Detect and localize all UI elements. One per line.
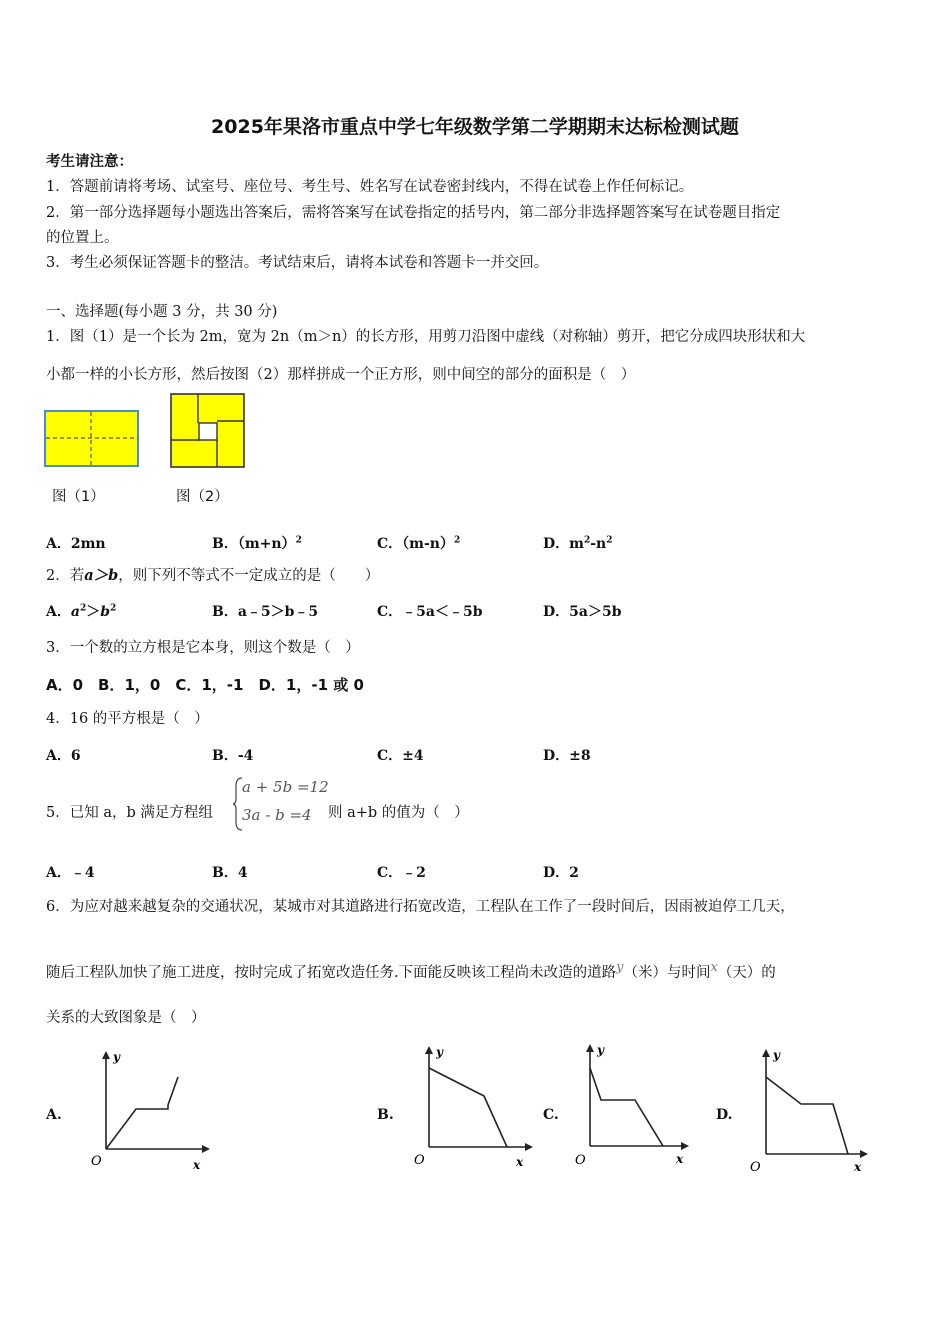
q6-stem-line2: 随后工程队加快了施工进度，按时完成了拓宽改造任务.下面能反映该工程尚未改造的道路y（米）与时间x（天）的 [46, 960, 776, 981]
q6-option-a[interactable]: A. [46, 1107, 62, 1123]
q1-figure-2 [170, 393, 246, 469]
svg-text:y: y [113, 1050, 120, 1064]
q3-options[interactable]: A．0 B．1，0 C．1，-1 D．1，-1 或 0 [46, 676, 364, 694]
q2-option-a[interactable]: A．$a^2>b^2$ [46, 603, 117, 620]
svg-text:y: y [773, 1048, 780, 1062]
q5-option-b[interactable]: B．4 [212, 865, 248, 881]
q1-stem-line1: 1．图（1）是一个长为 2m，宽为 2n（m＞n）的长方形，用剪刀沿图中虚线（对称轴）剪开，把它分成四块形状和大 [46, 329, 806, 345]
q4-option-c[interactable]: C．±4 [377, 748, 424, 764]
q1-option-d[interactable]: D．$m^2-n^2$ [543, 535, 613, 552]
q4-stem: 4．16 的平方根是（ ） [46, 711, 209, 727]
q3-stem: 3．一个数的立方根是它本身，则这个数是（ ） [46, 640, 360, 656]
page-title: 2025年果洛市重点中学七年级数学第二学期期末达标检测试题 [211, 116, 739, 138]
q1-figure-2-label: 图（2） [176, 489, 229, 505]
graph-d-line [766, 1077, 848, 1154]
q5-equation-1: a + 5b =12 [242, 778, 329, 796]
svg-text:y: y [436, 1045, 443, 1059]
q6-graph-d [748, 1043, 878, 1173]
q5-option-d[interactable]: D．2 [543, 865, 579, 881]
svg-text:O: O [575, 1153, 586, 1168]
q1-figure-1-label: 图（1） [52, 489, 105, 505]
svg-text:x: x [676, 1152, 684, 1166]
q6-option-c[interactable]: C. [543, 1107, 559, 1123]
notice-item-1: 1．答题前请将考场、试室号、座位号、考生号、姓名写在试卷密封线内，不得在试卷上作任何标记。 [46, 179, 694, 195]
q2-option-d[interactable]: D．5a＞5b [543, 604, 622, 620]
graph-a-line [106, 1077, 178, 1149]
svg-text:O: O [750, 1160, 761, 1173]
section-heading: 一、选择题(每小题 3 分，共 30 分) [46, 304, 278, 320]
q6-option-b[interactable]: B. [377, 1107, 394, 1123]
graph-b-line [429, 1068, 507, 1147]
notice-item-3: 3．考生必须保证答题卡的整洁。考试结束后，请将本试卷和答题卡一并交回。 [46, 255, 549, 271]
q4-option-d[interactable]: D．±8 [543, 748, 591, 764]
q1-option-a[interactable]: A．2mn [46, 536, 106, 552]
svg-text:x: x [516, 1155, 524, 1169]
q5-equation-2: 3a - b =4 [242, 806, 312, 824]
q2-option-b[interactable]: B．a﹣5＞b﹣5 [212, 604, 319, 620]
q1-stem-line2: 小都一样的小长方形，然后按图（2）那样拼成一个正方形，则中间空的部分的面积是（ ） [46, 367, 636, 383]
q6-graph-a [88, 1045, 218, 1175]
svg-text:O: O [414, 1153, 425, 1168]
q5-stem-pre: 5．已知 a，b 满足方程组 [46, 805, 213, 821]
notice-heading: 考生请注意： [46, 153, 133, 170]
svg-text:x: x [854, 1160, 862, 1173]
svg-text:x: x [193, 1158, 201, 1172]
q6-stem-line3: 关系的大致图象是（ ） [46, 1010, 206, 1026]
figure-2-center-hole [199, 423, 217, 440]
svg-text:y: y [597, 1043, 604, 1057]
q4-option-a[interactable]: A．6 [46, 748, 81, 764]
q6-option-d[interactable]: D. [716, 1107, 733, 1123]
q2-stem: 2．若a＞b，则下列不等式不一定成立的是（ ） [46, 567, 380, 584]
notice-item-2: 2．第一部分选择题每小题选出答案后，需将答案写在试卷指定的括号内，第二部分非选择题答案写在试卷题目指定 [46, 205, 781, 221]
q4-option-b[interactable]: B．-4 [212, 748, 254, 764]
q6-graph-b [412, 1040, 537, 1170]
q5-option-a[interactable]: A．﹣4 [46, 865, 95, 881]
notice-item-2-cont: 的位置上。 [46, 230, 119, 246]
q2-option-c[interactable]: C．﹣5a＜﹣5b [377, 604, 483, 620]
svg-text:O: O [91, 1154, 102, 1169]
q1-figure-1 [44, 410, 140, 468]
q6-stem-line1: 6．为应对越来越复杂的交通状况，某城市对其道路进行拓宽改造，工程队在工作了一段时间后，因雨被迫停工几天， [46, 899, 795, 915]
q1-option-b[interactable]: B．$(m+n)^2$ [212, 535, 302, 552]
q6-graph-c [573, 1038, 698, 1168]
q5-option-c[interactable]: C．﹣2 [377, 865, 426, 881]
graph-c-line [590, 1068, 663, 1146]
q1-option-c[interactable]: C．$(m-n)^2$ [377, 535, 461, 552]
q5-stem-post: 则 a+b 的值为（ ） [328, 805, 469, 821]
